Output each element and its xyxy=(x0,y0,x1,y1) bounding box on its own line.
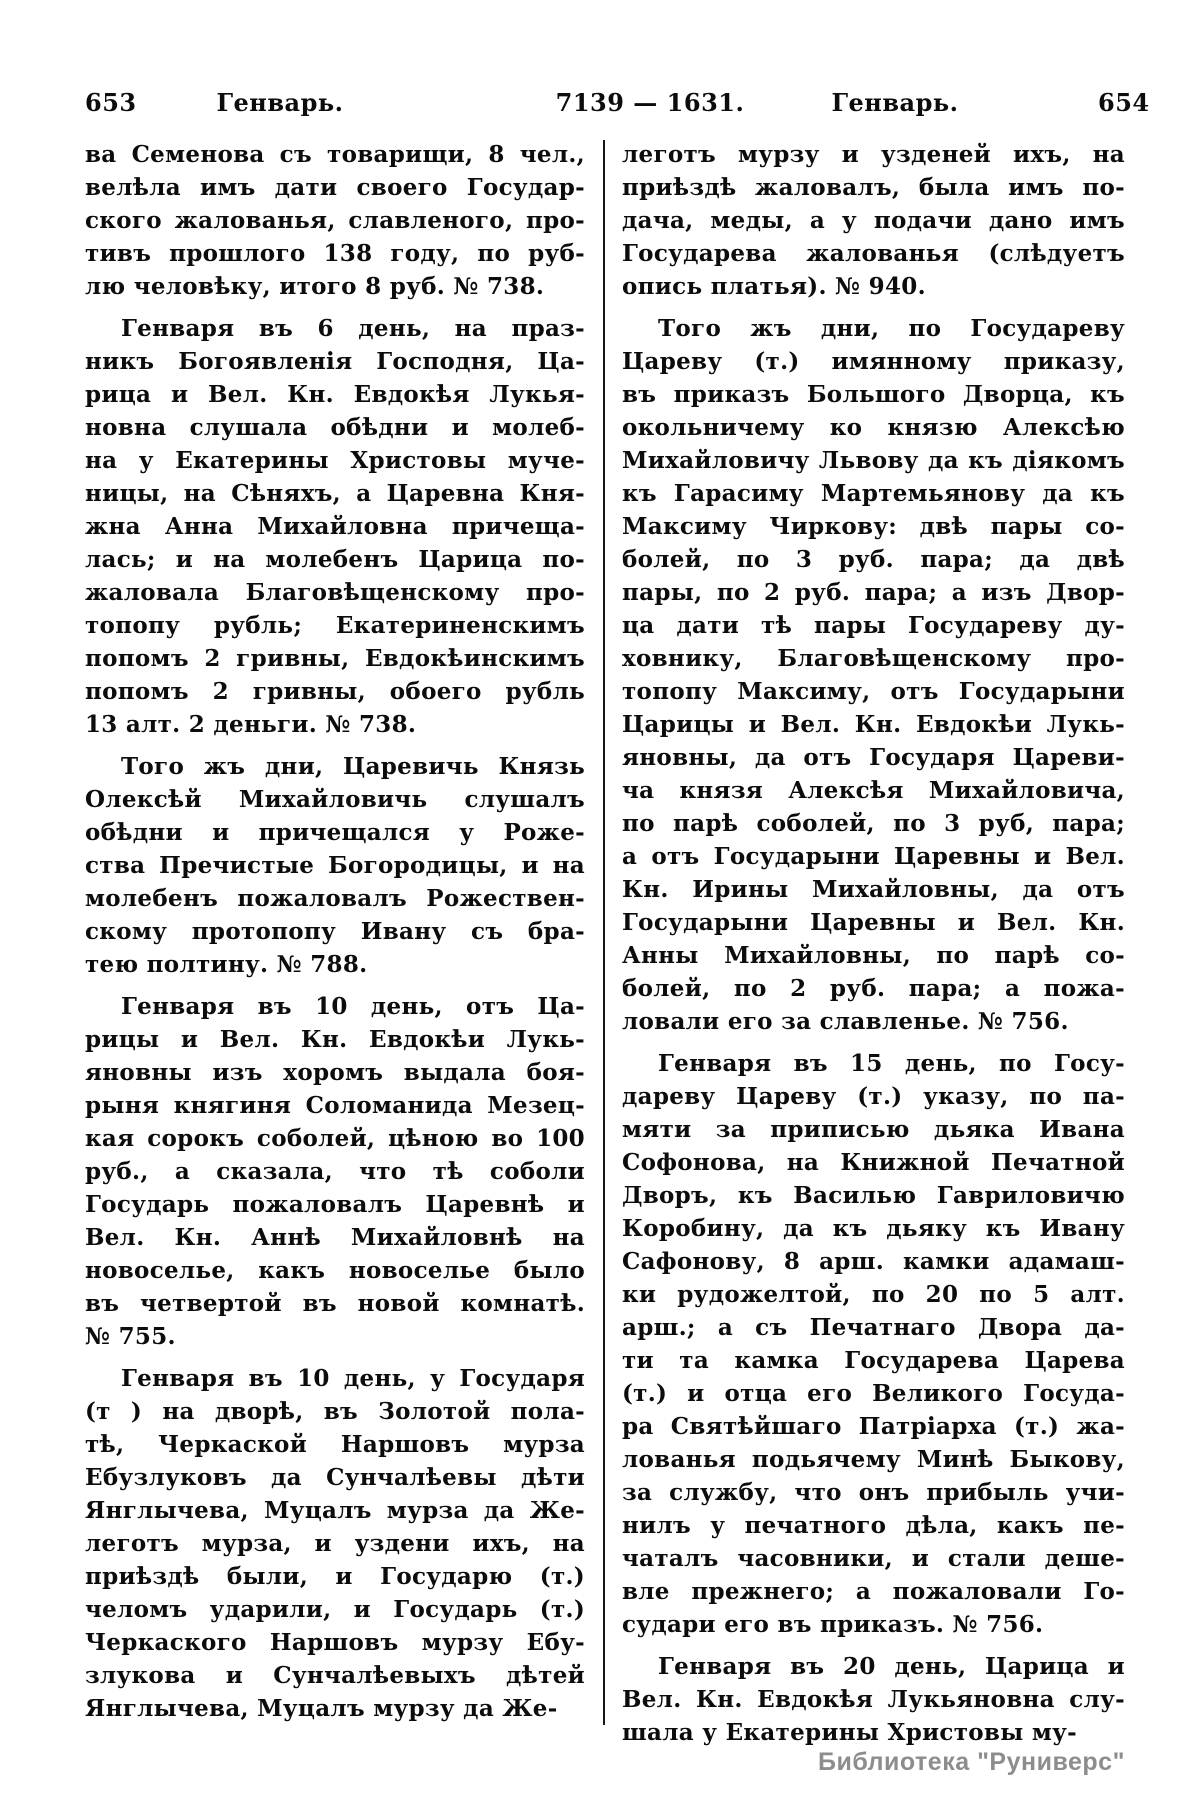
text-line: Черкаского Наршовъ мурзу Ебу- xyxy=(85,1629,585,1656)
text-line: (т ) на дворѣ, въ Золотой пола- xyxy=(85,1398,585,1425)
paragraph xyxy=(85,750,585,981)
text-line: дача, меды, а у подачи дано имъ xyxy=(622,207,1125,234)
text-line: на у Екатерины Христовы муче- xyxy=(85,447,585,474)
paragraph xyxy=(85,1362,585,1725)
text-line: никъ Богоявленія Господня, Ца- xyxy=(85,348,585,375)
text-line: Кн. Ирины Михайловны, да отъ xyxy=(622,876,1125,903)
text-line: мяти за приписью дьяка Ивана xyxy=(622,1116,1125,1143)
text-line: Цареву (т.) имянному приказу, xyxy=(622,348,1125,375)
text-line: Анны Михайловны, по парѣ со- xyxy=(622,942,1125,969)
text-line: лась; и на молебенъ Царица по- xyxy=(85,546,585,573)
text-line: Михайловичу Львову да къ діякомъ xyxy=(622,447,1125,474)
text-line: ки рудожелтой, по 20 по 5 алт. xyxy=(622,1281,1125,1308)
text-line: Царицы и Вел. Кн. Евдокѣи Лукь- xyxy=(622,711,1125,738)
text-line: въ приказъ Большого Дворца, къ xyxy=(622,381,1125,408)
text-line: судари его въ приказъ. № 756. xyxy=(622,1611,1044,1638)
text-line: Государь пожаловалъ Царевнѣ и xyxy=(85,1191,585,1218)
text-line: а отъ Государыни Царевны и Вел. xyxy=(622,843,1125,870)
paragraph xyxy=(85,312,585,741)
text-line: Того жъ дни, Царевичь Князь xyxy=(121,753,585,780)
text-line: ти та камка Государева Царева xyxy=(622,1347,1125,1374)
text-line: ра Святѣйшаго Патріарха (т.) жа- xyxy=(622,1413,1125,1440)
text-line: ховнику, Благовѣщенскому про- xyxy=(622,645,1125,672)
text-line: ва Семенова съ товарищи, 8 чел., xyxy=(85,141,585,168)
text-line: скому протопопу Ивану съ бра- xyxy=(85,918,585,945)
text-line: Государыни Царевны и Вел. Кн. xyxy=(622,909,1125,936)
text-line: рица и Вел. Кн. Евдокѣя Лукья- xyxy=(85,381,585,408)
text-line: Софонова, на Книжной Печатной xyxy=(622,1149,1125,1176)
text-line: ства Пречистые Богородицы, и на xyxy=(85,852,585,879)
page-number-left: 653 xyxy=(85,88,137,117)
text-line: окольничему ко князю Алексѣю xyxy=(622,414,1125,441)
text-line: Государева жалованья (слѣдуетъ xyxy=(622,240,1125,267)
paragraph xyxy=(622,312,1125,1038)
running-title-right: Генварь. xyxy=(831,88,959,117)
text-line: чаталъ часовники, и стали деше- xyxy=(622,1545,1125,1572)
text-line: ча князя Алексѣя Михайловича, xyxy=(622,777,1125,804)
paragraph xyxy=(622,1650,1125,1749)
text-line: злукова и Сунчалѣевыхъ дѣтей xyxy=(85,1662,585,1689)
paragraph xyxy=(622,1047,1125,1641)
text-line: лю человѣку, итого 8 руб. № 738. xyxy=(85,273,545,300)
paragraph xyxy=(85,990,585,1353)
text-line: Сафонову, 8 арш. камки адамаш- xyxy=(622,1248,1125,1275)
text-line: вле прежнего; а пожаловали Го- xyxy=(622,1578,1125,1605)
text-line: леготъ мурза, и уздени ихъ, на xyxy=(85,1530,585,1557)
text-line: велѣла имъ дати своего Государ- xyxy=(85,174,585,201)
text-line: 13 алт. 2 деньги. № 738. xyxy=(85,711,417,738)
text-line: новоселье, какъ новоселье было xyxy=(85,1257,585,1284)
text-line: арш.; а съ Печатнаго Двора да- xyxy=(622,1314,1125,1341)
text-line: Коробину, да къ дьяку къ Ивану xyxy=(622,1215,1125,1242)
text-line: Дворъ, къ Василью Гавриловичю xyxy=(622,1182,1125,1209)
text-line: жаловала Благовѣщенскому про- xyxy=(85,579,585,606)
header-date-range: 7139 — 1631. xyxy=(555,88,745,117)
text-line: ницы, на Сѣняхъ, а Царевна Кня- xyxy=(85,480,585,507)
text-line: ца дати тѣ пары Государеву ду- xyxy=(622,612,1125,639)
text-line: топопу Максиму, отъ Государыни xyxy=(622,678,1125,705)
text-line: новна слушала обѣдни и молеб- xyxy=(85,414,585,441)
text-line: молебенъ пожаловалъ Рожествен- xyxy=(85,885,585,912)
text-line: лованья подьячему Минѣ Быкову, xyxy=(622,1446,1125,1473)
text-line: (т.) и отца его Великого Госуда- xyxy=(622,1380,1125,1407)
text-line: Того жъ дни, по Государеву xyxy=(658,315,1125,342)
paragraph xyxy=(85,138,585,303)
text-column-right xyxy=(622,138,1125,1758)
text-line: Генваря въ 10 день, у Государя xyxy=(121,1365,585,1392)
text-line: опись платья). № 940. xyxy=(622,273,926,300)
paragraph xyxy=(622,138,1125,303)
text-line: къ Гарасиму Мартемьянову да къ xyxy=(622,480,1125,507)
text-line: приѣздѣ жаловалъ, была имъ по- xyxy=(622,174,1125,201)
text-line: Генваря въ 6 день, на праз- xyxy=(121,315,585,342)
text-line: въ четвертой въ новой комнатѣ. xyxy=(85,1290,585,1317)
text-column-left xyxy=(85,138,585,1734)
text-line: ловали его за славленье. № 756. xyxy=(622,1008,1069,1035)
text-line: за службу, что онъ прибыль учи- xyxy=(622,1479,1125,1506)
text-line: тею полтину. № 788. xyxy=(85,951,368,978)
text-line: тѣ, Черкаской Наршовъ мурза xyxy=(85,1431,585,1458)
text-line: Генваря въ 15 день, по Госу- xyxy=(658,1050,1125,1077)
text-line: Янглычева, Муцалъ мурзу да Же- xyxy=(85,1695,558,1722)
text-line: яновны изъ хоромъ выдала боя- xyxy=(85,1059,585,1086)
text-line: нилъ у печатного дѣла, какъ пе- xyxy=(622,1512,1125,1539)
text-line: дареву Цареву (т.) указу, по па- xyxy=(622,1083,1125,1110)
text-line: рыня княгиня Соломанида Мезец- xyxy=(85,1092,585,1119)
text-line: Вел. Кн. Аннѣ Михайловнѣ на xyxy=(85,1224,585,1251)
text-line: яновны, да отъ Государя Цареви- xyxy=(622,744,1125,771)
text-line: жна Анна Михайловна причеща- xyxy=(85,513,585,540)
text-line: челомъ ударили, и Государь (т.) xyxy=(85,1596,585,1623)
column-divider-rule xyxy=(603,140,605,1725)
text-line: леготъ мурзу и узденей ихъ, на xyxy=(622,141,1125,168)
text-line: кая сорокъ соболей, цѣною во 100 xyxy=(85,1125,585,1152)
text-line: № 755. xyxy=(85,1323,176,1350)
text-line: ского жалованья, славленого, про- xyxy=(85,207,585,234)
text-line: болей, по 3 руб. пара; да двѣ xyxy=(622,546,1125,573)
text-line: болей, по 2 руб. пара; а пожа- xyxy=(622,975,1125,1002)
text-line: топопу рубль; Екатериненскимъ xyxy=(85,612,585,639)
text-line: Максиму Чиркову: двѣ пары со- xyxy=(622,513,1125,540)
text-line: обѣдни и причещался у Роже- xyxy=(85,819,585,846)
text-line: Янглычева, Муцалъ мурза да Же- xyxy=(85,1497,585,1524)
text-line: попомъ 2 гривны, обоего рубль xyxy=(85,678,585,705)
text-line: попомъ 2 гривны, Евдокѣинскимъ xyxy=(85,645,585,672)
text-line: тивъ прошлого 138 году, по руб- xyxy=(85,240,585,267)
running-title-left: Генварь. xyxy=(216,88,344,117)
page-number-right: 654 xyxy=(1098,88,1150,117)
text-line: приѣздѣ были, и Государю (т.) xyxy=(85,1563,585,1590)
text-line: Генваря въ 10 день, отъ Ца- xyxy=(121,993,585,1020)
text-line: Ебузлуковъ да Сунчалѣевы дѣти xyxy=(85,1464,585,1491)
text-line: по парѣ соболей, по 3 руб, пара; xyxy=(622,810,1125,837)
text-line: пары, по 2 руб. пара; а изъ Двор- xyxy=(622,579,1125,606)
library-watermark: Библиотека "Руниверс" xyxy=(818,1748,1125,1776)
text-line: Вел. Кн. Евдокѣя Лукьяновна слу- xyxy=(622,1686,1125,1713)
text-line: рицы и Вел. Кн. Евдокѣи Лукь- xyxy=(85,1026,585,1053)
text-line: Олексѣй Михайловичь слушалъ xyxy=(85,786,585,813)
text-line: Генваря въ 20 день, Царица и xyxy=(658,1653,1125,1680)
text-line: руб., а сказала, что тѣ соболи xyxy=(85,1158,585,1185)
text-line: шала у Екатерины Христовы му- xyxy=(622,1719,1078,1746)
